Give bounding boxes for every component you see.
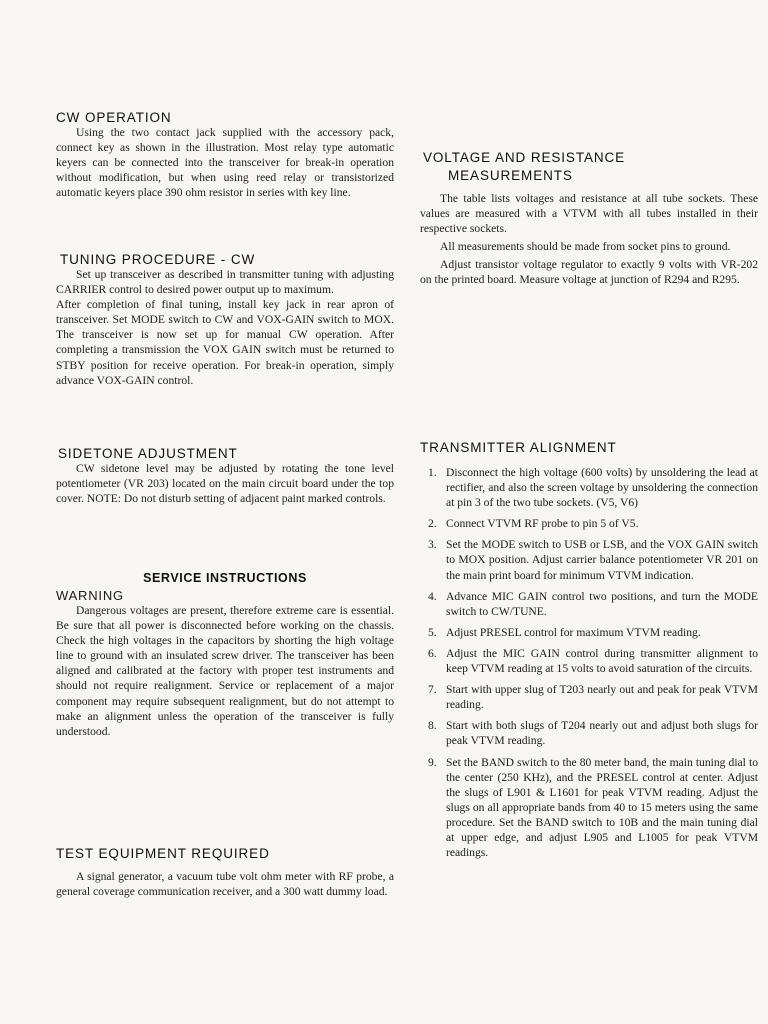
step-text: Advance MIC GAIN control two positions, and turn the MODE switch to CW/TUNE. [446,589,758,618]
cw-operation-body: Using the two contact jack supplied with the accessory pack, connect key as shown in the illustration. Most relay type automatic keyers can be connected into the transceiver for break-in operation without modification, but when using reed relay or transistorized automatic keyers place 390 ohm resistor in series with key line. [56,126,394,200]
tuning-procedure-heading: TUNING PROCEDURE - CW [60,252,256,267]
step-number: 1. [428,466,437,479]
test-equipment-section [56,846,394,899]
alignment-heading: TRANSMITTER ALIGNMENT [420,440,617,455]
alignment-section [420,440,758,866]
sidetone-section [56,446,394,506]
step-number: 6. [428,646,437,660]
service-section [56,571,394,739]
voltage-heading-line2: MEASUREMENTS [448,168,573,183]
step-text: Adjust PRESEL control for maximum VTVM reading. [446,625,701,639]
step-text: Connect VTVM RF probe to pin 5 of V5. [446,517,639,531]
step-text: Start with upper slug of T203 nearly out and peak for peak VTVM reading. [446,683,758,712]
step-number: 5. [428,625,437,639]
step-text: Adjust the MIC GAIN control during transmitter alignment to keep VTVM reading at 15 volts to avoid saturation of the circuits. [446,646,758,676]
sidetone-heading: SIDETONE ADJUSTMENT [58,446,238,461]
alignment-step [428,718,758,748]
step-number: 3. [428,538,437,552]
tuning-procedure-para2: After completion of final tuning, install key jack in rear apron of transceiver. Set MODE switch to CW and VOX-GAIN switch to MOX. The transceiver is now set up for manual CW operation. After completing a transmission the VOX GAIN switch must be returned to STBY position for receive operation. For break-in operation, simply advance VOX-GAIN control. [56,298,394,387]
service-heading: SERVICE INSTRUCTIONS [143,571,307,585]
alignment-step [428,755,758,861]
test-equipment-heading: TEST EQUIPMENT REQUIRED [56,846,270,861]
warning-label: WARNING [56,588,124,603]
tuning-procedure-para1: Set up transceiver as described in transmitter tuning with adjusting CARRIER control to desired power output up to maximum. [56,268,394,297]
step-number: 4. [428,589,437,603]
cw-operation-section [56,110,394,200]
step-number: 2. [428,517,437,531]
voltage-heading-line1: VOLTAGE AND RESISTANCE [423,150,626,165]
voltage-para3: Adjust transistor voltage regulator to exactly 9 volts with VR-202 on the printed board. Measure voltage at junction of R294 and R295. [420,258,758,287]
step-number: 9. [428,755,437,769]
alignment-step [428,537,758,582]
voltage-section [420,150,758,288]
step-text: Set the MODE switch to USB or LSB, and the VOX GAIN switch to MOX position. Adjust carrier balance potentiometer VR 201 on the main print board for minimum VTVM indication. [446,538,758,582]
alignment-step [428,516,758,531]
alignment-step [428,646,758,676]
alignment-step [428,589,758,619]
cw-operation-heading: CW OPERATION [56,110,172,125]
voltage-para2: All measurements should be made from socket pins to ground. [440,240,731,254]
service-body: Dangerous voltages are present, therefore extreme care is essential. Be sure that all power is disconnected before working on the chassis. Check the high voltages in the capacitors by shorting the high voltage line to ground with an insulated screw driver. The transceiver has been aligned and calibrated at the factory with proper test instruments and should not require realignment. Service or replacement of a major component may require subsequent realignment, but do not attempt to make an alignment unless the operation of the transceiver is fully understood. [56,604,394,738]
tuning-procedure-section [56,252,394,388]
voltage-para1: The table lists voltages and resistance at all tube sockets. These values are measured with a VTVM with all tubes installed in their respective sockets. [420,192,758,236]
alignment-step [428,465,758,510]
step-text: Set the BAND switch to the 80 meter band, the main tuning dial to the center (250 KHz), and the PRESEL control at center. Adjust the slugs of L901 & L1601 for peak VTVM reading. Adjust the slugs on all appropriate bands from 40 to 15 meters using the same procedure. Set the BAND switch to 10B and the main tuning dial at upper edge, and adjust L905 and L1005 for peak VTVM readings. [446,755,758,860]
step-text: Disconnect the high voltage (600 volts) by unsoldering the lead at rectifier, and also the screen voltage by unsoldering the connection at pin 3 of the two tube sockets. (V5, V6) [446,466,758,510]
step-text: Start with both slugs of T204 nearly out and adjust both slugs for peak VTVM reading. [446,719,758,748]
step-number: 7. [428,683,437,697]
test-equipment-body: A signal generator, a vacuum tube volt ohm meter with RF probe, a general coverage communication receiver, and a 300 watt dummy load. [56,870,394,899]
alignment-step [428,625,758,640]
alignment-steps [420,465,758,860]
step-number: 8. [428,719,437,733]
alignment-step [428,682,758,712]
sidetone-body: CW sidetone level may be adjusted by rotating the tone level potentiometer (VR 203) located on the main circuit board under the top cover. NOTE: Do not disturb setting of adjacent paint marked controls. [56,462,394,506]
